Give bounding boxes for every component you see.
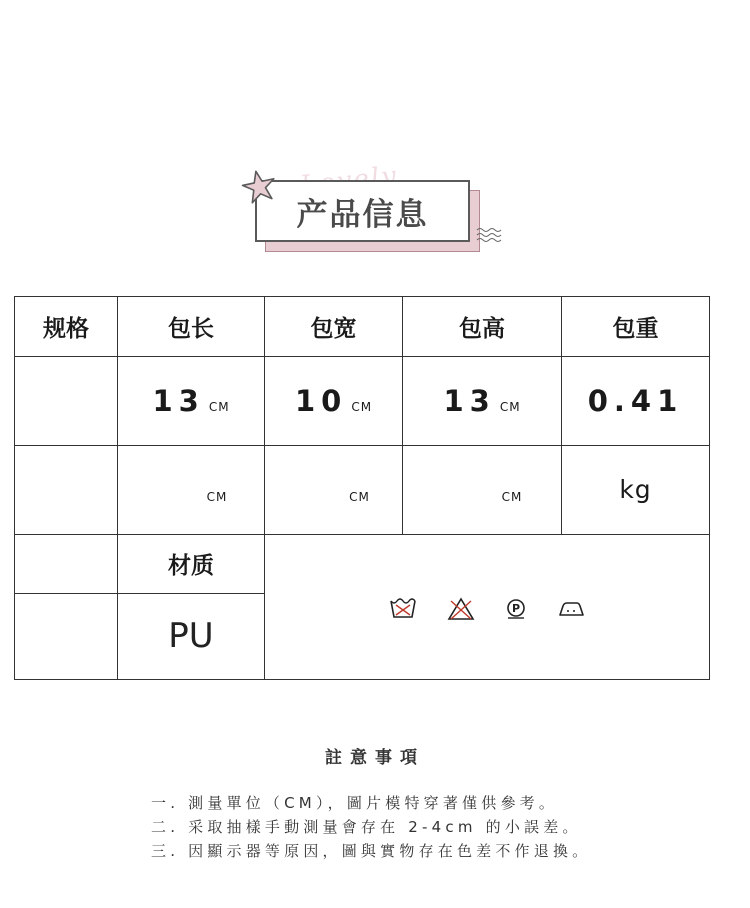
height-value: 13 [443,384,496,419]
cell-width-2 [265,446,403,534]
hand-wash-icon [389,598,417,620]
cell-spec-2 [15,446,118,534]
waves-icon [475,226,503,244]
material-label: 材质 [118,534,265,593]
cell-width-1 [265,357,403,446]
badge-frame [255,180,470,242]
cell-height-1 [403,357,562,446]
weight-unit: kg [619,475,652,505]
iron-icon [557,599,585,619]
header-height: 包高 [403,297,562,357]
cell-weight-1 [562,357,710,446]
cell-length-1 [118,357,265,446]
width-unit: CM [351,399,373,414]
header-weight: 包重 [562,297,710,357]
cell-spec-1 [15,357,118,446]
material-value-cell [118,593,265,679]
cell-spec-3 [15,534,118,593]
dry-clean-p-icon [505,598,527,620]
svg-text:P: P [511,601,521,615]
spec-table [14,296,710,680]
notes-title: 註意事項 [325,748,425,768]
note-line-3: 三. 因顯示器等原因，圖與實物存在色差不作退換。 [151,842,592,860]
width-unit-2: CM [349,490,370,505]
header-spec: 规格 [15,297,118,357]
weight-value: 0.41 [587,384,684,419]
cell-length-2 [118,446,265,534]
height-unit-2: CM [501,490,523,505]
care-icons [265,597,709,621]
table-row [15,357,710,446]
table-row [15,534,710,593]
cell-spec-4 [15,593,118,679]
length-unit-2: CM [206,490,228,505]
note-line-2: 二. 采取抽樣手動測量會存在 2-4cm 的小誤差。 [151,818,582,836]
header-length: 包长 [118,297,265,357]
table-row [15,446,710,534]
care-icons-cell [265,534,710,679]
page-title: 产品信息 [296,196,429,233]
header-width: 包宽 [265,297,403,357]
length-value: 13 [152,384,205,419]
width-value: 10 [294,384,348,419]
table-header-row [15,297,710,357]
cell-weight-2 [562,446,710,534]
note-line-1: 一. 測量單位（CM），圖片模特穿著僅供參考。 [151,794,559,812]
cell-height-2 [403,446,562,534]
star-icon [240,168,280,208]
material-value: PU [168,616,214,657]
no-bleach-icon [447,597,475,621]
height-unit: CM [499,399,521,414]
title-badge [240,168,510,260]
length-unit: CM [208,399,230,414]
